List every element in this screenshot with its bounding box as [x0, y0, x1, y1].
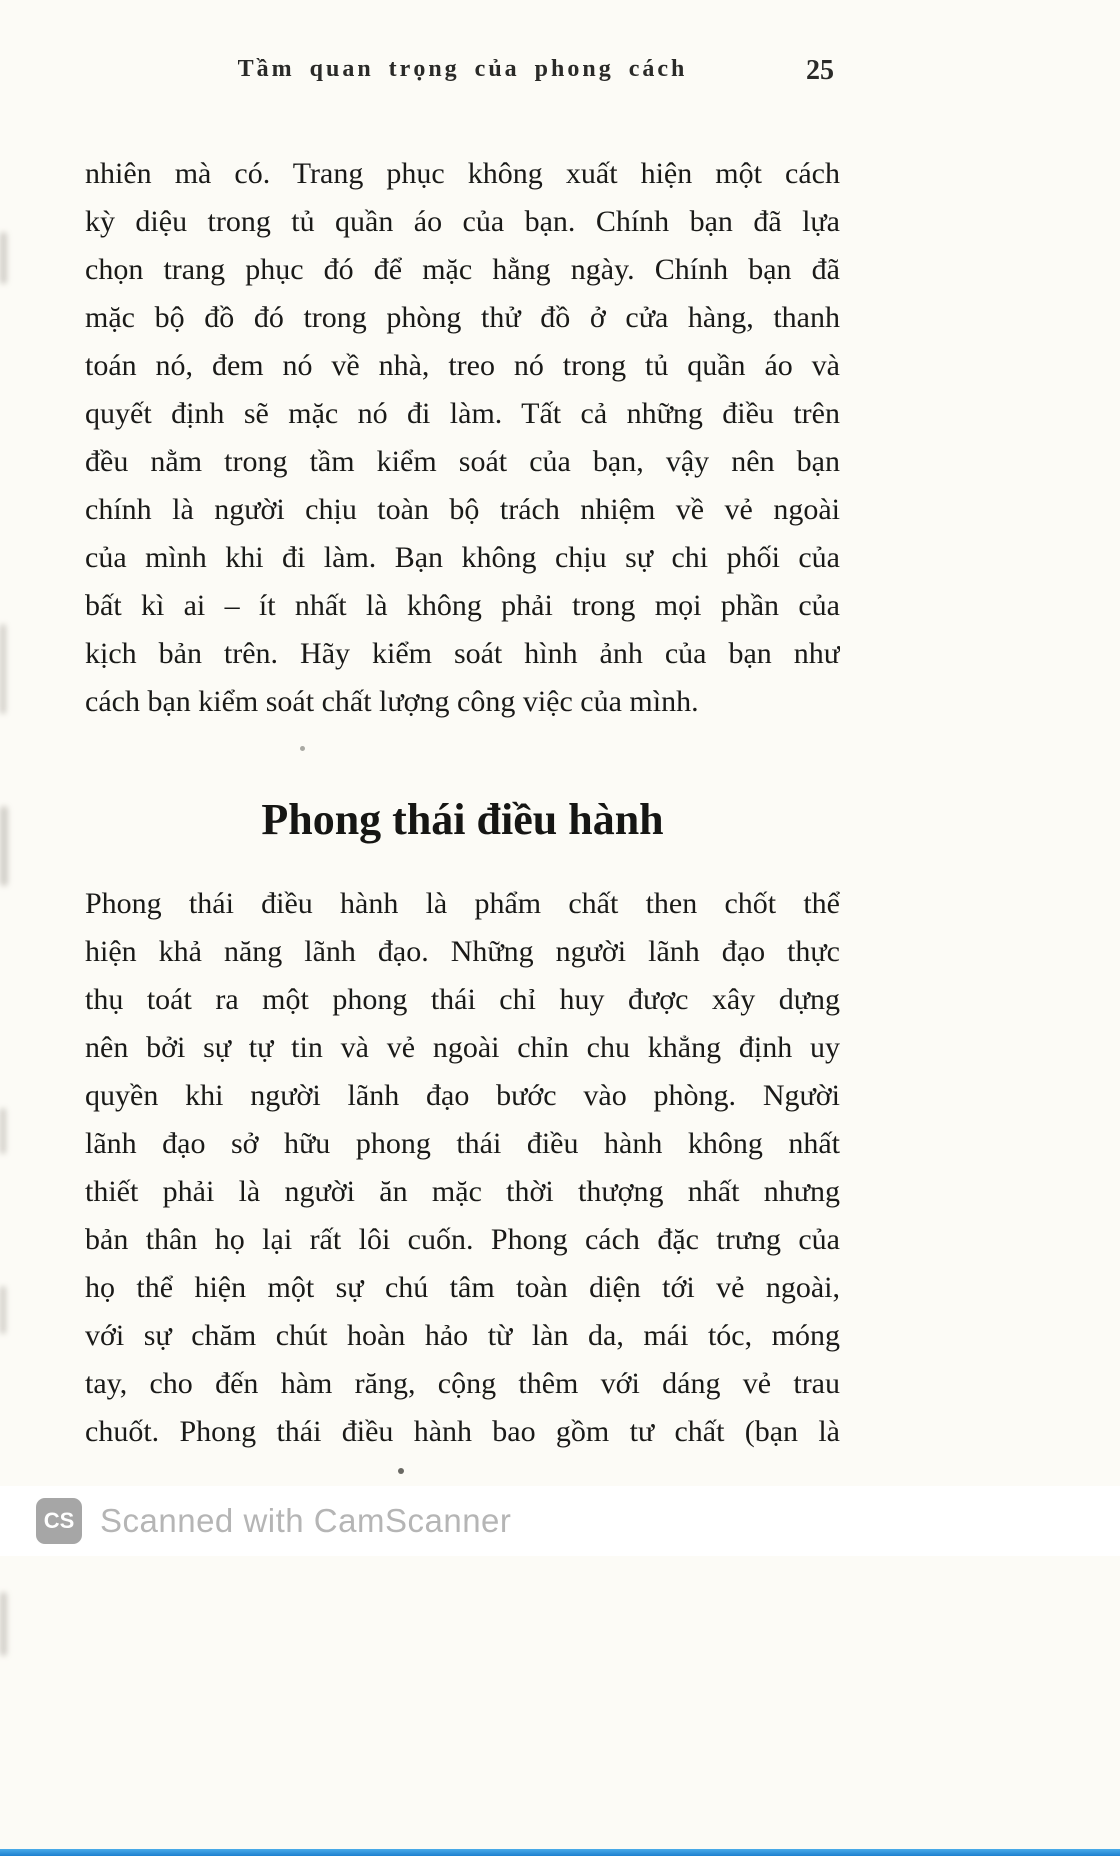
text-line: đều nằm trong tầm kiểm soát của bạn, vậy nên bạn	[85, 445, 840, 478]
scan-edge-smudge	[0, 624, 6, 714]
scan-artifact-dot	[398, 1468, 404, 1474]
scan-edge-smudge	[0, 1108, 6, 1154]
text-line: chọn trang phục đó để mặc hằng ngày. Chính bạn đã	[85, 253, 840, 286]
scan-artifact-dot	[300, 746, 305, 751]
scan-edge-smudge	[0, 1592, 7, 1656]
text-line: lãnh đạo sở hữu phong thái điều hành không nhất	[85, 1127, 840, 1160]
text-line: quyền khi người lãnh đạo bước vào phòng. Người	[85, 1079, 840, 1112]
text-line: họ thể hiện một sự chú tâm toàn diện tới vẻ ngoài,	[85, 1271, 840, 1304]
text-line: nên bởi sự tự tin và vẻ ngoài chỉn chu khẳng định uy	[85, 1031, 840, 1064]
scan-edge-smudge	[0, 806, 8, 886]
text-line: mặc bộ đồ đó trong phòng thử đồ ở cửa hàng, thanh	[85, 301, 840, 334]
text-line: với sự chăm chút hoàn hảo từ làn da, mái tóc, móng	[85, 1319, 840, 1352]
text-line: thiết phải là người ăn mặc thời thượng nhất nhưng	[85, 1175, 840, 1208]
text-line: cách bạn kiểm soát chất lượng công việc của mình.	[85, 685, 699, 718]
text-line: thụ toát ra một phong thái chỉ huy được xây dựng	[85, 983, 840, 1016]
paragraph-1	[85, 150, 840, 726]
paragraph-2	[85, 880, 840, 1456]
text-line: của mình khi đi làm. Bạn không chịu sự chi phối của	[85, 541, 840, 574]
page-number: 25	[806, 55, 834, 86]
watermark-text: Scanned with CamScanner	[100, 1502, 512, 1539]
text-line: Phong thái điều hành là phẩm chất then chốt thể	[85, 887, 840, 920]
text-line: kịch bản trên. Hãy kiểm soát hình ảnh của bạn như	[85, 637, 840, 670]
page-header	[85, 56, 840, 96]
text-line: toán nó, đem nó về nhà, treo nó trong tủ quần áo và	[85, 349, 840, 382]
camscanner-watermark-bar	[0, 1486, 1120, 1556]
text-line: bất kì ai – ít nhất là không phải trong mọi phần của	[85, 589, 840, 622]
scan-edge-smudge	[0, 232, 7, 284]
text-line: bản thân họ lại rất lôi cuốn. Phong cách đặc trưng của	[85, 1223, 840, 1256]
text-line: hiện khả năng lãnh đạo. Những người lãnh đạo thực	[85, 935, 840, 968]
text-line: chính là người chịu toàn bộ trách nhiệm về vẻ ngoài	[85, 493, 840, 526]
camscanner-logo-icon: CS	[36, 1498, 82, 1544]
text-line: quyết định sẽ mặc nó đi làm. Tất cả những điều trên	[85, 397, 840, 430]
text-line: nhiên mà có. Trang phục không xuất hiện một cách	[85, 157, 840, 190]
scan-bottom-edge-line	[0, 1849, 1120, 1856]
text-line: kỳ diệu trong tủ quần áo của bạn. Chính bạn đã lựa	[85, 205, 840, 238]
section-heading: Phong thái điều hành	[261, 795, 664, 844]
text-line: chuốt. Phong thái điều hành bao gồm tư chất (bạn là	[85, 1415, 840, 1448]
running-title: Tầm quan trọng của phong cách	[237, 56, 688, 82]
text-line: tay, cho đến hàm răng, cộng thêm với dáng vẻ trau	[85, 1367, 840, 1400]
scan-edge-smudge	[0, 1286, 6, 1334]
